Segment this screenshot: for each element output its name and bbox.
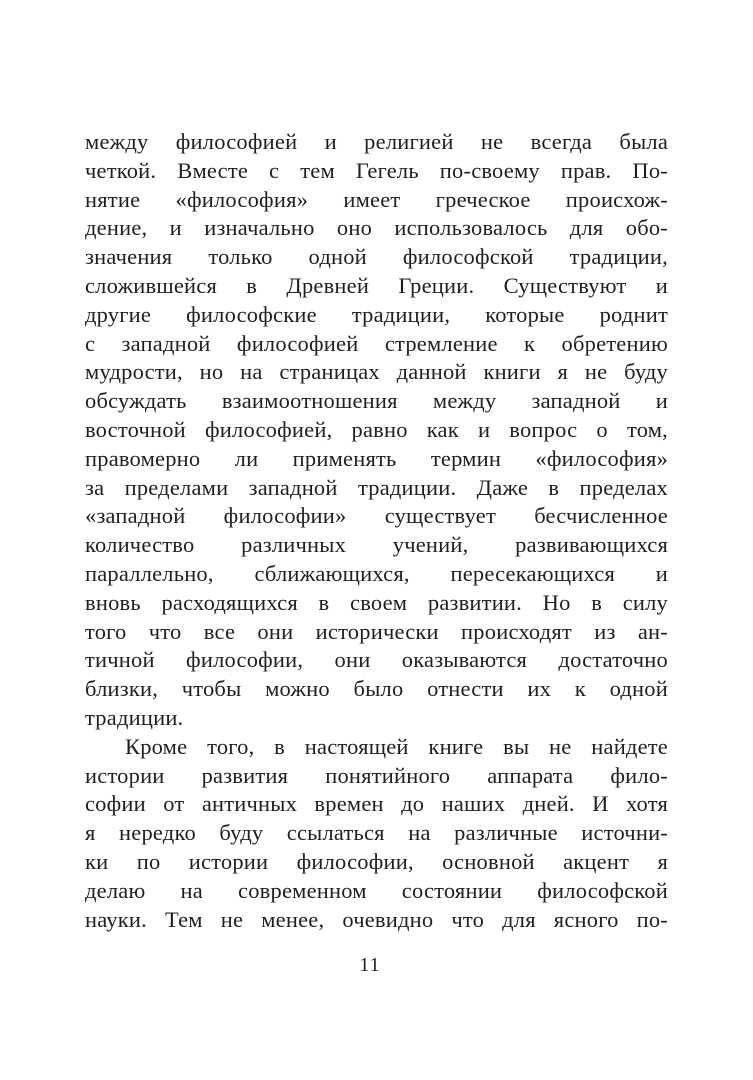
text-line: сложившейся в Древней Греции. Существуют и xyxy=(85,272,668,298)
text-line-paragraph-end: традиции. xyxy=(85,704,184,730)
text-line: ки по истории философии, основной акцент я xyxy=(85,848,668,874)
page-footer xyxy=(0,952,740,978)
text-line: четкой. Вместе с тем Гегель по-своему прав. По- xyxy=(85,157,668,183)
text-line: истории развития понятийного аппарата фило- xyxy=(85,762,668,788)
text-line: правомерно ли применять термин «философия» xyxy=(85,445,668,471)
text-line: параллельно, сближающихся, пересекающихся и xyxy=(85,560,668,586)
text-line: значения только одной философской традиции, xyxy=(85,244,668,270)
text-line: другие философские традиции, которые роднит xyxy=(85,301,668,327)
text-line: близки, чтобы можно было отнести их к одной xyxy=(85,676,668,702)
page-text-block xyxy=(85,128,668,934)
text-line: обсуждать взаимоотношения между западной и xyxy=(85,388,668,414)
text-line: науки. Тем не менее, очевидно что для ясного по- xyxy=(85,906,668,932)
text-line: с западной философией стремление к обретению xyxy=(85,330,668,356)
text-line: вновь расходящихся в своем развитии. Но в силу xyxy=(85,589,668,615)
text-line: я нередко буду ссылаться на различные источни- xyxy=(85,820,668,846)
page-number: 11 xyxy=(359,954,381,976)
text-line: между философией и религией не всегда была xyxy=(85,129,668,154)
text-line: того что все они исторически происходят из ан- xyxy=(85,618,668,644)
text-line-paragraph-start: Кроме того, в настоящей книге вы не найдете xyxy=(125,733,668,759)
text-line: мудрости, но на страницах данной книги я не буду xyxy=(85,359,668,385)
text-line: нятие «философия» имеет греческое происхож- xyxy=(85,186,668,212)
text-line: «западной философии» существует бесчисленное xyxy=(85,503,668,529)
text-line: за пределами западной традиции. Даже в пределах xyxy=(85,474,668,500)
text-line: количество различных учений, развивающихся xyxy=(85,532,668,558)
text-line: восточной философией, равно как и вопрос о том, xyxy=(85,416,668,442)
text-line: тичной философии, они оказываются достаточно xyxy=(85,647,668,673)
text-line: софии от античных времен до наших дней. И хотя xyxy=(85,791,668,817)
text-line: делаю на современном состоянии философской xyxy=(85,877,668,903)
text-line: дение, и изначально оно использовалось для обо- xyxy=(85,215,668,241)
